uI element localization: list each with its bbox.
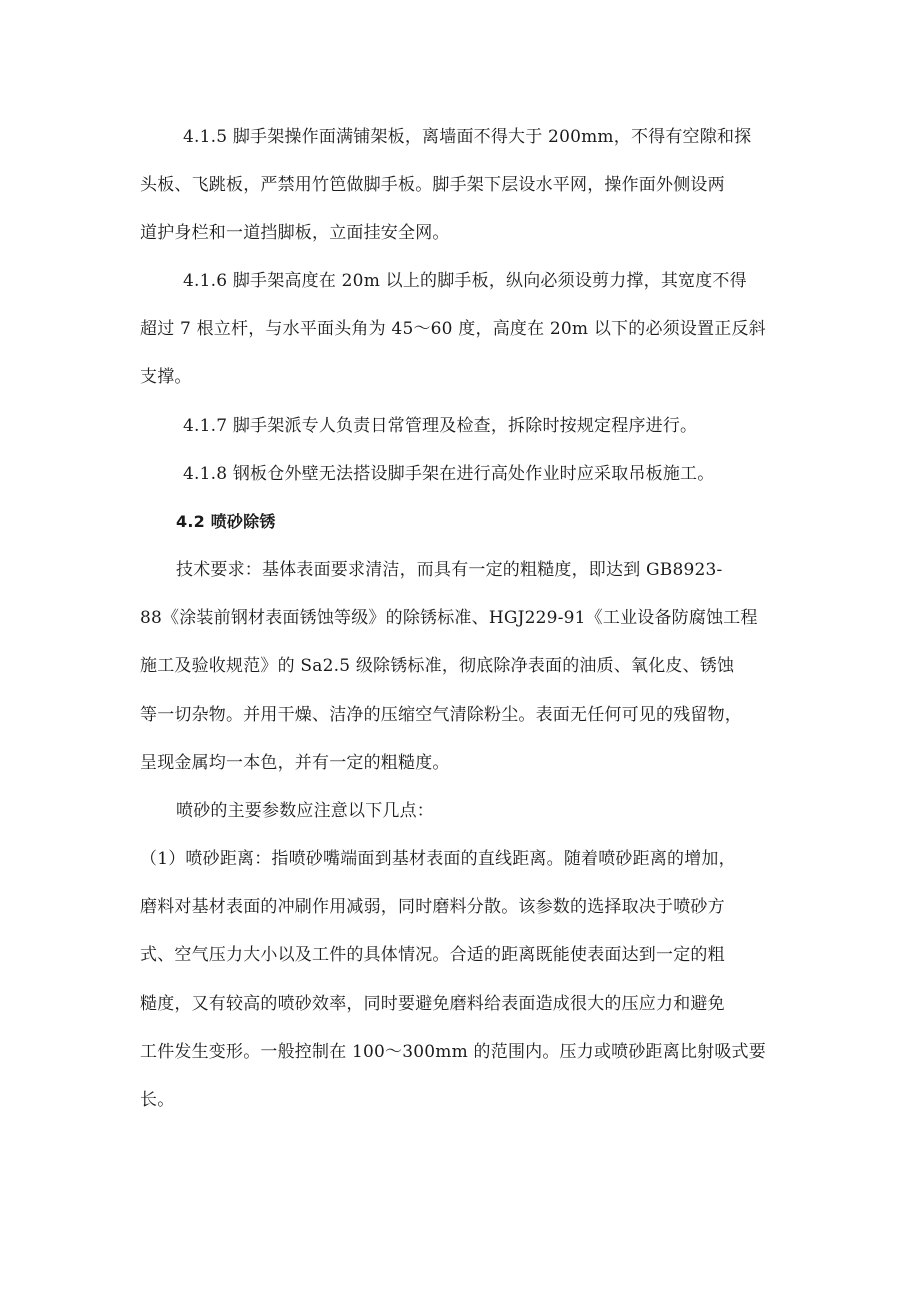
text-line: 糙度，又有较高的喷砂效率，同时要避免磨料给表面造成很大的压应力和避免 [140,994,725,1014]
text-line: 等一切杂物。并用干燥、洁净的压缩空气清除粉尘。表面无任何可见的残留物， [140,705,742,725]
text-line: 88《涂装前钢材表面锈蚀等级》的除锈标准、HGJ229-91《工业设备防腐蚀工程 [140,608,758,628]
text-line: 式、空气压力大小以及工件的具体情况。合适的距离既能使表面达到一定的粗 [140,945,725,965]
text-line: 磨料对基材表面的冲刷作用减弱，同时磨料分散。该参数的选择取决于喷砂方 [140,897,725,917]
text-line-params-intro: 喷砂的主要参数应注意以下几点： [176,801,434,821]
section-heading-4-2: 4.2 喷砂除锈 [176,512,276,531]
text-line: 施工及验收规范》的 Sa2.5 级除锈标准，彻底除净表面的油质、氧化皮、锈蚀 [140,656,735,676]
text-line: 头板、飞跳板，严禁用竹笆做脚手板。脚手架下层设水平网，操作面外侧设两 [140,175,725,195]
text-line: 支撑。 [140,367,192,387]
text-line-item-1-start: （1）喷砂距离：指喷砂嘴端面到基材表面的直线距离。随着喷砂距离的增加， [140,849,736,869]
text-line: 工件发生变形。一般控制在 100～300mm 的范围内。压力或喷砂距离比射吸式要 [140,1042,766,1062]
text-line: 超过 7 根立杆，与水平面头角为 45～60 度，高度在 20m 以下的必须设置正反斜 [140,319,766,339]
text-line-4-1-6-start: 4.1.6 脚手架高度在 20m 以上的脚手板，纵向必须设剪力撑，其宽度不得 [183,271,747,291]
text-line: 长。 [140,1090,175,1110]
text-line: 呈现金属均一本色，并有一定的粗糙度。 [140,753,450,773]
text-line-4-1-5-start: 4.1.5 脚手架操作面满铺架板，离墙面不得大于 200mm，不得有空隙和探 [183,127,752,147]
text-line-4-1-8: 4.1.8 钢板仓外壁无法搭设脚手架在进行高处作业时应采取吊板施工。 [183,464,715,484]
text-line-4-1-7: 4.1.7 脚手架派专人负责日常管理及检查，拆除时按规定程序进行。 [183,416,698,436]
text-line-tech-req-start: 技术要求：基体表面要求清洁，而具有一定的粗糙度，即达到 GB8923- [176,560,723,580]
text-line: 道护身栏和一道挡脚板，立面挂安全网。 [140,223,450,243]
